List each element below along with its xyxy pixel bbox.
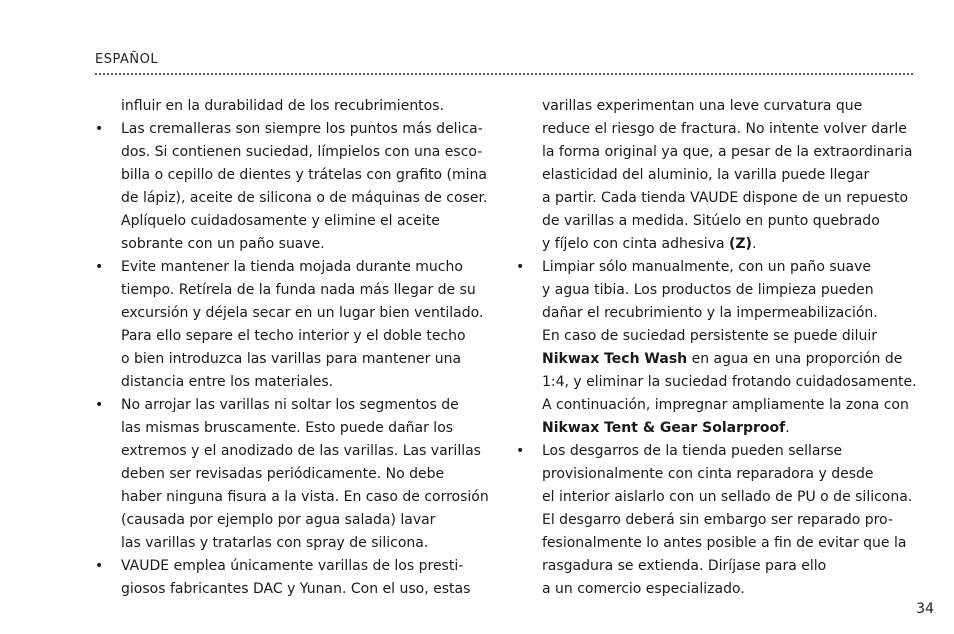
line-text: 1:4, y eliminar la suciedad frotando cuidadosamente. bbox=[542, 374, 917, 390]
line-text: las varillas y tratarlas con spray de silicona. bbox=[121, 535, 429, 551]
line-text: Aplíquelo cuidadosamente y elimine el aceite bbox=[121, 213, 440, 229]
text-line bbox=[95, 279, 495, 302]
bullet-icon: • bbox=[95, 397, 104, 413]
text-line bbox=[516, 578, 916, 601]
line-text: dañar el recubrimiento y la impermeabilización. bbox=[542, 305, 878, 321]
text-line bbox=[516, 325, 916, 348]
line-text: Evite mantener la tienda mojada durante mucho bbox=[121, 259, 463, 275]
text-line bbox=[516, 532, 916, 555]
text-line bbox=[516, 394, 916, 417]
text-line bbox=[516, 371, 916, 394]
text-line bbox=[516, 463, 916, 486]
line-text: reduce el riesgo de fractura. No intente volver darle bbox=[542, 121, 907, 137]
text-line bbox=[516, 509, 916, 532]
text-line bbox=[95, 233, 495, 256]
line-text: giosos fabricantes DAC y Yunan. Con el uso, estas bbox=[121, 581, 471, 597]
text-line bbox=[95, 187, 495, 210]
text-line bbox=[95, 532, 495, 555]
line-text: El desgarro deberá sin embargo ser reparado pro- bbox=[542, 512, 893, 528]
line-text: distancia entre los materiales. bbox=[121, 374, 334, 390]
line-text: Para ello separe el techo interior y el doble techo bbox=[121, 328, 466, 344]
line-text: billa o cepillo de dientes y trátelas con grafito (mina bbox=[121, 167, 487, 183]
text-line bbox=[516, 141, 916, 164]
line-text: Las cremalleras son siempre los puntos más delica- bbox=[121, 121, 483, 137]
line-text: en agua en una proporción de bbox=[687, 351, 903, 367]
bullet-line bbox=[95, 118, 495, 141]
line-text: dos. Si contienen suciedad, límpielos con una esco- bbox=[121, 144, 483, 160]
line-text: o bien introduzca las varillas para mantener una bbox=[121, 351, 462, 367]
line-text: haber ninguna fisura a la vista. En caso de corrosión bbox=[121, 489, 489, 505]
text-line bbox=[516, 417, 916, 440]
line-text: Limpiar sólo manualmente, con un paño suave bbox=[542, 259, 871, 275]
text-line bbox=[516, 233, 916, 256]
text-line bbox=[95, 348, 495, 371]
line-text: fesionalmente lo antes posible a fin de evitar que la bbox=[542, 535, 907, 551]
header-dotted-divider bbox=[95, 73, 913, 75]
product-name-bold: Nikwax Tent & Gear Solarproof bbox=[542, 420, 786, 436]
line-text: provisionalmente con cinta reparadora y desde bbox=[542, 466, 874, 482]
bullet-line bbox=[95, 256, 495, 279]
bullet-line bbox=[516, 440, 916, 463]
text-line bbox=[516, 279, 916, 302]
line-text: las mismas bruscamente. Esto puede dañar los bbox=[121, 420, 454, 436]
text-line bbox=[95, 417, 495, 440]
text-line bbox=[95, 371, 495, 394]
line-text: . bbox=[785, 420, 790, 436]
line-text: influir en la durabilidad de los recubrimientos. bbox=[121, 98, 444, 114]
bullet-icon: • bbox=[95, 259, 104, 275]
line-text: tiempo. Retírela de la funda nada más llegar de su bbox=[121, 282, 476, 298]
product-name-bold: (Z) bbox=[728, 236, 752, 252]
bullet-line bbox=[95, 394, 495, 417]
line-text: varillas experimentan una leve curvatura que bbox=[542, 98, 863, 114]
line-text: excursión y déjela secar en un lugar bien ventilado. bbox=[121, 305, 484, 321]
bullet-line bbox=[95, 555, 495, 578]
bullet-icon: • bbox=[95, 558, 104, 574]
line-text: elasticidad del aluminio, la varilla puede llegar bbox=[542, 167, 870, 183]
page-header-language: ESPAÑOL bbox=[95, 52, 159, 67]
left-text-column bbox=[95, 95, 495, 601]
text-line bbox=[95, 325, 495, 348]
text-line bbox=[516, 210, 916, 233]
bullet-icon: • bbox=[95, 121, 104, 137]
line-text: rasgadura se extienda. Diríjase para ello bbox=[542, 558, 827, 574]
text-line bbox=[95, 95, 495, 118]
line-text: (causada por ejemplo por agua salada) lavar bbox=[121, 512, 436, 528]
page-number: 34 bbox=[916, 601, 934, 617]
line-text: y fíjelo con cinta adhesiva bbox=[542, 236, 729, 252]
text-line bbox=[95, 302, 495, 325]
line-text: extremos y el anodizado de las varillas. Las varillas bbox=[121, 443, 481, 459]
text-line bbox=[95, 509, 495, 532]
bullet-line bbox=[516, 256, 916, 279]
bullet-icon: • bbox=[516, 259, 525, 275]
line-text: a un comercio especializado. bbox=[542, 581, 745, 597]
text-line bbox=[95, 463, 495, 486]
line-text: de lápiz), aceite de silicona o de máquinas de coser. bbox=[121, 190, 488, 206]
text-line bbox=[95, 210, 495, 233]
right-text-column bbox=[516, 95, 916, 601]
line-text: sobrante con un paño suave. bbox=[121, 236, 325, 252]
line-text: No arrojar las varillas ni soltar los segmentos de bbox=[121, 397, 459, 413]
line-text: VAUDE emplea únicamente varillas de los presti- bbox=[121, 558, 464, 574]
line-text: A continuación, impregnar ampliamente la zona con bbox=[542, 397, 909, 413]
text-line bbox=[516, 302, 916, 325]
text-line bbox=[516, 555, 916, 578]
text-line bbox=[95, 164, 495, 187]
text-line bbox=[516, 164, 916, 187]
line-text: la forma original ya que, a pesar de la extraordinaria bbox=[542, 144, 913, 160]
text-line bbox=[95, 440, 495, 463]
text-line bbox=[516, 348, 916, 371]
text-line bbox=[95, 141, 495, 164]
text-line bbox=[516, 118, 916, 141]
line-text: el interior aislarlo con un sellado de PU o de silicona. bbox=[542, 489, 913, 505]
text-line bbox=[95, 578, 495, 601]
text-line bbox=[516, 187, 916, 210]
text-line bbox=[516, 95, 916, 118]
line-text: a partir. Cada tienda VAUDE dispone de un repuesto bbox=[542, 190, 909, 206]
text-line bbox=[516, 486, 916, 509]
bullet-icon: • bbox=[516, 443, 525, 459]
product-name-bold: Nikwax Tech Wash bbox=[542, 351, 688, 367]
line-text: . bbox=[751, 236, 757, 252]
text-line bbox=[95, 486, 495, 509]
line-text: En caso de suciedad persistente se puede diluir bbox=[542, 328, 878, 344]
line-text: y agua tibia. Los productos de limpieza pueden bbox=[542, 282, 874, 298]
line-text: de varillas a medida. Sitúelo en punto quebrado bbox=[542, 213, 880, 229]
line-text: Los desgarros de la tienda pueden sellarse bbox=[542, 443, 843, 459]
line-text: deben ser revisadas periódicamente. No debe bbox=[121, 466, 445, 482]
